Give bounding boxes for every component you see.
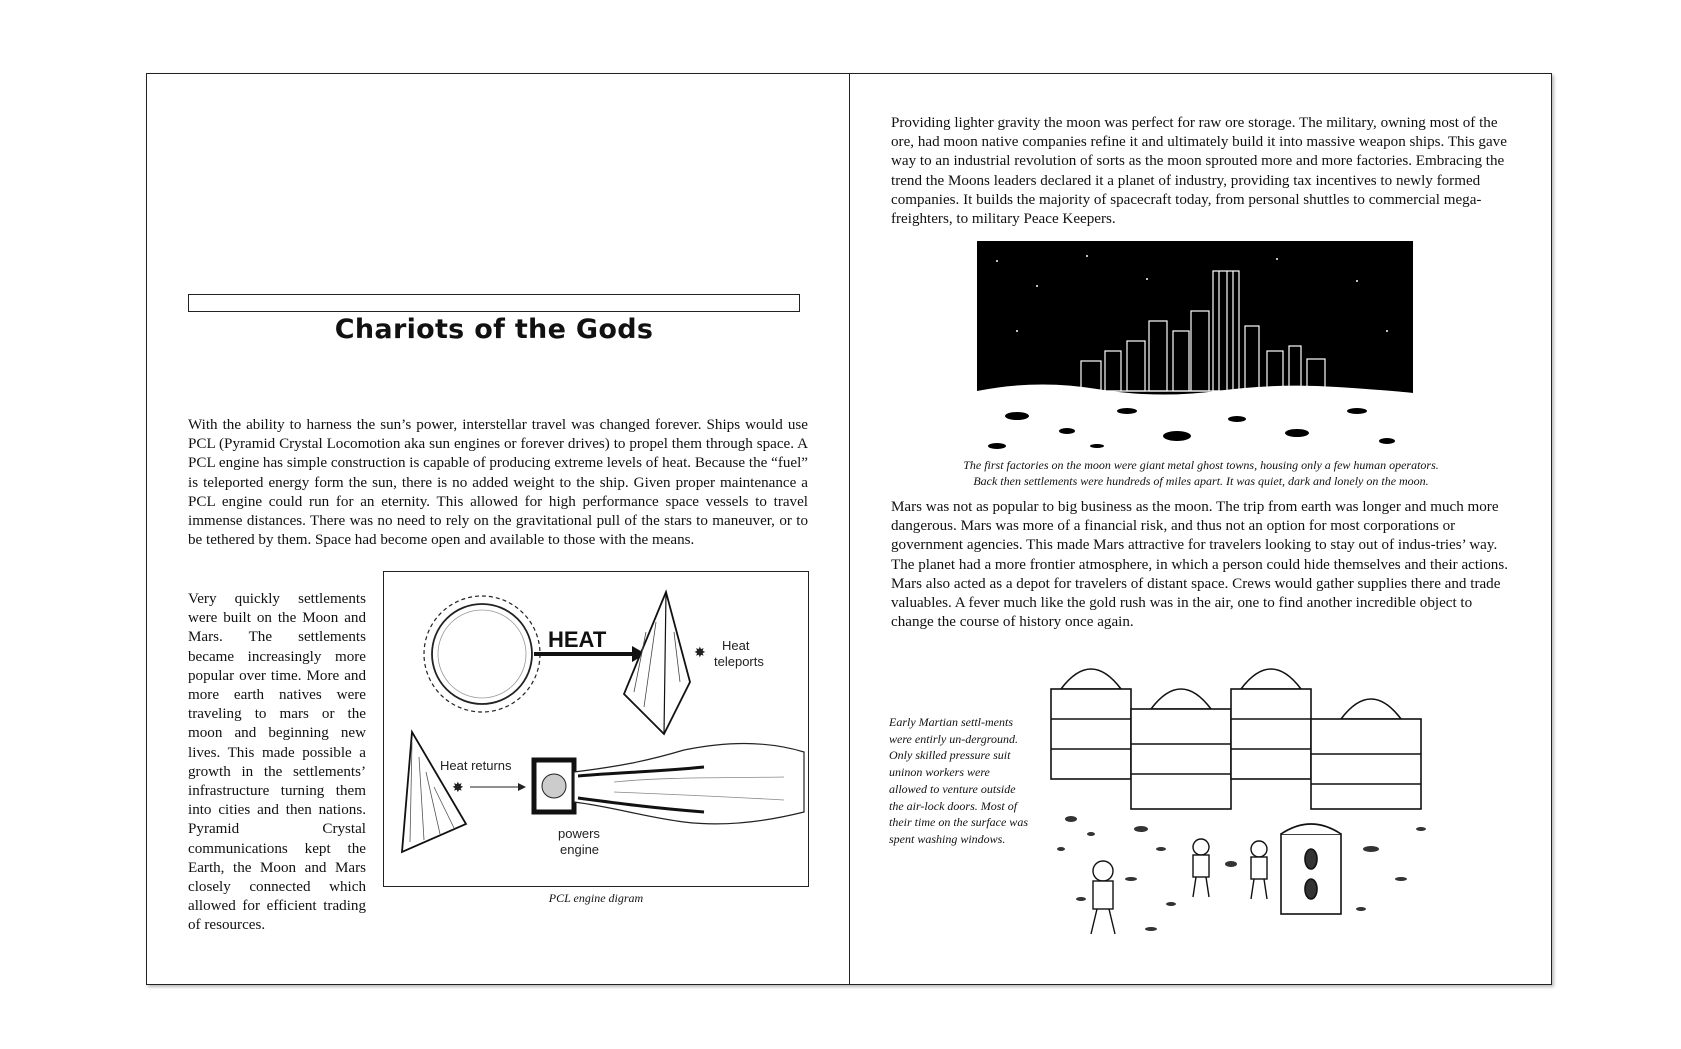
moon-caption-line1: The first factories on the moon were giant metal ghost towns, housing only a few human operators. — [963, 458, 1439, 472]
moon-surface — [977, 384, 1413, 454]
book-spread — [146, 73, 1552, 985]
heat-label: HEAT — [548, 627, 607, 652]
pcl-diagram-illustration — [384, 572, 808, 886]
mars-caption: Early Martian settl-ments were entirly un-derground. Only skilled pressure suit uninon workers were allowed to venture outside the air-lock doors. Most of their time on the surface was spent washing windows. — [889, 715, 1028, 846]
moon-caption — [891, 457, 1511, 489]
pcl-engine-diagram — [383, 571, 809, 887]
sun-icon — [424, 596, 540, 712]
pcl-diagram-caption: PCL engine digram — [548, 891, 644, 905]
airlock-door — [1281, 824, 1341, 914]
page-gutter — [849, 74, 850, 984]
return-arrow-icon — [470, 783, 526, 791]
intro-paragraph: With the ability to harness the sun’s power, interstellar travel was changed forever. Ships would use PCL (Pyramid Crystal Locomotion aka sun engines or forever drives) to propel them through space. A PCL engine has simple construction is capable of producing extreme levels of heat. Because the “fuel” is teleported energy form the sun, there is no added weight to the ship. Given proper maintenance a PCL engine could run for an eternity. This allowed for high performance space vessels to travel immense distances. There was no need to rely on the gravitational pull of the stars to maneuver, or to be tethered by them. Space had become open and available to those with the means. — [188, 417, 808, 549]
heat-spark-icon: ✸ — [694, 644, 706, 660]
mars-settlement-illustration — [1041, 649, 1461, 959]
heat-teleports-line1: Heat — [722, 638, 750, 653]
heat-teleports-line2: teleports — [714, 654, 764, 669]
crystal-pyramid-icon — [624, 592, 690, 734]
moon-factories-illustration — [977, 241, 1413, 454]
return-spark-icon: ✸ — [452, 779, 464, 795]
chapter-title: Chariots of the Gods — [334, 314, 654, 345]
powers-engine-line2: engine — [560, 842, 600, 857]
mars-domes-image — [1041, 649, 1461, 959]
powers-engine-line1: powers — [558, 826, 600, 841]
heat-returns-label: Heat returns — [440, 758, 512, 773]
dome-buildings — [1051, 669, 1421, 809]
moon-city-image — [977, 241, 1413, 454]
right-page — [851, 74, 1551, 984]
left-page — [147, 74, 849, 984]
moon-paragraph: Providing lighter gravity the moon was perfect for raw ore storage. The military, owning most of the ore, had moon native companies refine it and ultimately build it into massive weapon ships. This gave way to an industrial revolution of sorts as the moon sprouted more and more factories. Embracing the trend the Moons leaders declared it a planet of industry, providing tax incentives to newly formed companies. It builds the majority of spacecraft today, from personal shuttles to commercial mega-freighters, to military Peace Keepers. — [891, 115, 1507, 228]
astronaut-icons — [1091, 839, 1267, 934]
moon-caption-line2: Back then settlements were hundreds of miles apart. It was quiet, dark and lonely on the moon. — [973, 474, 1429, 488]
settlements-paragraph: Very quickly settlements were built on the Moon and Mars. The settlements became increasingly more popular over time. More and more earth natives were traveling to mars or the moon and beginning new lives. This made possible a growth in the settlements’ infrastructure turning them into cities and then nations. Pyramid Crystal communications kept the Earth, the Moon and Mars closely connected which allowed for efficient trading of resources. — [188, 591, 366, 934]
mars-paragraph: Mars was not as popular to big business as the moon. The trip from earth was longer and much more dangerous. Mars was more of a financial risk, and thus not an option for most corporations or government agencies. This made Mars attractive for travelers looking to stay out of indus-tries’ way. The planet had a more frontier atmosphere, in which a person could hide themselves and their actions. Mars also acted as a depot for travelers of distant space. Crews would gather supplies there and trade valuables. A fever much like the gold rush was in the air, one to find another incredible object to change the course of history once again. — [891, 499, 1508, 631]
engine-exhaust-icon — [534, 744, 804, 824]
